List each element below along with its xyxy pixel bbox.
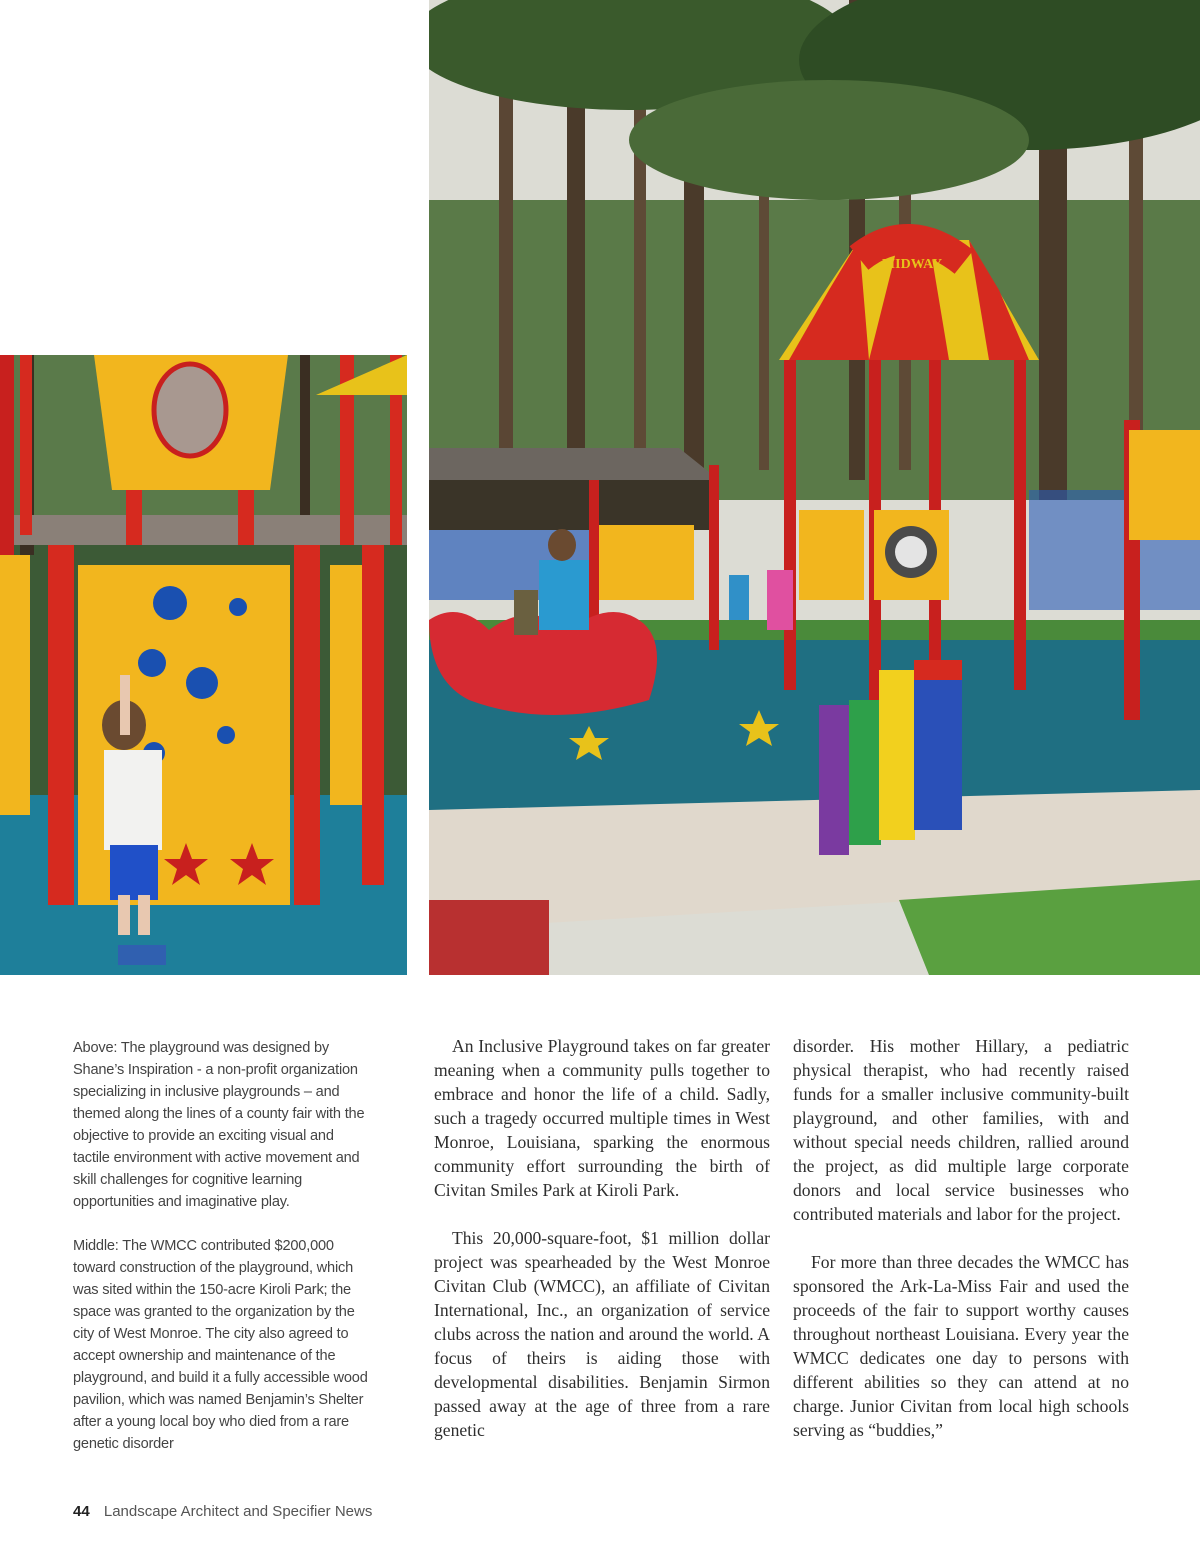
article-paragraph: For more than three decades the WMCC has sponsored the Ark-La-Miss Fair and used the proceeds of the fair to support worthy causes throughout northeast Louisiana. Every year the WMCC dedicates one day to persons with different abilities so they can attend at no charge. Junior Civitan from local high schools serving as “buddies,” <box>793 1252 1129 1440</box>
photo-music-panel <box>0 355 407 975</box>
page-number: 44 <box>73 1503 90 1520</box>
caption-middle: Middle: The WMCC contributed $200,000 toward construction of the playground, which was sited within the 150-acre Kiroli Park; the space was granted to the organization by the city of West Monroe. The city also agreed to accept ownership and maintenance of the playground, and build it a fully accessible wood pavilion, which was named Benjamin’s Shelter after a young local boy who died from a rare genetic disorder <box>73 1238 368 1452</box>
publication-name: Landscape Architect and Specifier News <box>103 1503 373 1520</box>
photo-playground-overview <box>429 0 1200 975</box>
article-paragraph: disorder. His mother Hillary, a pediatric physical therapist, who had recently raised funds for a smaller inclusive community-built playground, and other families, with and without special needs children, rallied around the project, as did multiple large corporate donors and local service businesses who contributed materials and labor for the project. <box>793 1036 1129 1224</box>
article-paragraph: An Inclusive Playground takes on far greater meaning when a community pulls together to embrace and honor the life of a child. Sadly, such a tragedy occurred multiple times in West Monroe, Louisiana, sparking the enormous community effort surrounding the birth of Civitan Smiles Park at Kiroli Park. <box>434 1036 770 1200</box>
page-footer <box>73 1503 372 1520</box>
caption-above: Above: The playground was designed by Shane’s Inspiration - a non-profit organization specializing in inclusive playgrounds – and themed along the lines of a county fair with the objective to provide an exciting visual and tactile environment with active movement and skill challenges for cognitive learning opportunities and imaginative play. <box>73 1040 365 1210</box>
photo-caption <box>73 1037 368 1477</box>
article-column-1 <box>434 1034 770 1466</box>
article-column-2 <box>793 1034 1129 1466</box>
article-paragraph: This 20,000-square-foot, $1 million dollar project was spearheaded by the West Monroe Civitan Club (WMCC), an affiliate of Civitan International, Inc., an organization of service clubs across the nation and around the world. A focus of theirs is aiding those with developmental disabilities. Benjamin Sirmon passed away at the age of three from a rare genetic <box>434 1228 770 1440</box>
midway-sign-text: MIDWAY <box>881 257 943 272</box>
